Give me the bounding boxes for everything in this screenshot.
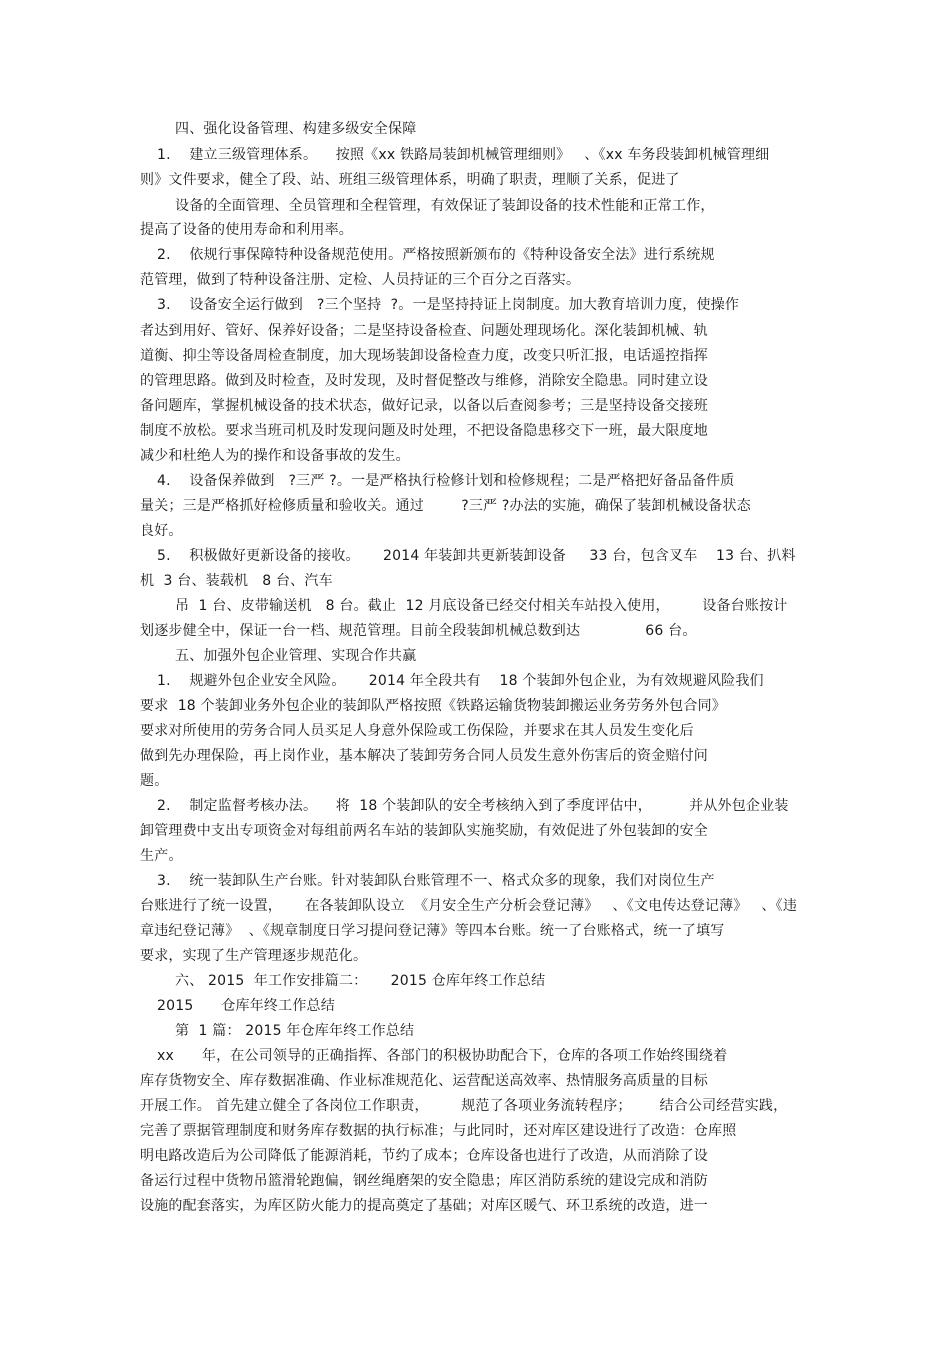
paragraph-line: 提高了设备的使用寿命和利用率。	[140, 222, 353, 238]
paragraph-line: 者达到用好、管好、保养好设备；二是坚持设备检查、问题处理现场化。深化装卸机械、轨	[140, 323, 708, 339]
paragraph-line: 2. 制定监督考核办法。 将 18 个装卸队的安全考核纳入到了季度评估中， 并从外包企业装	[157, 798, 789, 814]
paragraph-line: 备运行过程中货物吊篮滑轮跑偏，钢丝绳磨架的安全隐患；库区消防系统的建设完成和消防	[140, 1173, 708, 1189]
paragraph-line: 吊 1 台、皮带输送机 8 台。截止 12 月底设备已经交付相关车站投入使用， 设备台账按计	[175, 598, 788, 614]
paragraph-line: 做到先办理保险，再上岗作业，基本解决了装卸劳务合同人员发生意外伤害后的资金赔付问	[140, 748, 708, 764]
paragraph-line: 要求对所使用的劳务合同人员买足人身意外保险或工伤保险，并要求在其人员发生变化后	[140, 723, 694, 739]
paragraph-line: 设备的全面管理、全员管理和全程管理，有效保证了装卸设备的技术性能和正常工作，	[175, 198, 715, 214]
paragraph-line: 库存货物安全、库存数据准确、作业标准规范化、运营配送高效率、热情服务高质量的目标	[140, 1073, 708, 1089]
paragraph-line: 2. 依规行事保障特种设备规范使用。严格按照新颁布的《特种设备安全法》进行系统规	[157, 247, 715, 263]
paragraph-line: 明电路改造后为公司降低了能源消耗，节约了成本；仓库设备也进行了改造，从而消除了设	[140, 1148, 708, 1164]
paragraph-line: 台账进行了统一设置， 在各装卸队设立 《月安全生产分析会登记薄》 、《文电传达登记薄》 、《违	[140, 898, 798, 914]
paragraph-line: 1. 规避外包企业安全风险。 2014 年全段共有 18 个装卸外包企业，为有效规避风险我们	[157, 673, 764, 689]
paragraph-line: 要求 18 个装卸业务外包企业的装卸队严格按照《铁路运输货物装卸搬运业务劳务外包合同》	[140, 698, 726, 714]
paragraph-line: 道衡、抑尘等设备周检查制度，加大现场装卸设备检查力度，改变只听汇报，电话遥控指挥	[140, 348, 708, 364]
paragraph-line: 机 3 台、装载机 8 台、汽车	[140, 573, 333, 589]
paragraph-line: 卸管理费中支出专项资金对每组前两名车站的装卸队实施奖励，有效促进了外包装卸的安全	[140, 823, 708, 839]
paragraph-line: 减少和杜绝人为的操作和设备事故的发生。	[140, 448, 410, 464]
paragraph-line: 量关；三是严格抓好检修质量和验收关。通过 ?三严 ?办法的实施，确保了装卸机械设备状态	[140, 498, 751, 514]
section-heading-4: 四、强化设备管理、构建多级安全保障	[175, 121, 417, 137]
paragraph-line: 题。	[140, 773, 169, 789]
paragraph-line: 4. 设备保养做到 ?三严 ?。一是严格执行检修计划和检修规程；二是严格把好备品备件质	[157, 473, 735, 489]
paragraph-line: 则》文件要求，健全了段、站、班组三级管理体系，明确了职责，理顺了关系，促进了	[140, 172, 680, 188]
paragraph-line: 制度不放松。要求当班司机及时发现问题及时处理，不把设备隐患移交下一班，最大限度地	[140, 423, 708, 439]
paragraph-line: 划逐步健全中，保证一台一档、规范管理。目前全段装卸机械总数到达 66 台。	[140, 623, 697, 639]
paragraph-line: 完善了票据管理制度和财务库存数据的执行标准；与此同时，还对库区建设进行了改造：仓库照	[140, 1123, 737, 1139]
paragraph-line: 开展工作。 首先建立健全了各岗位工作职责， 规范了各项业务流转程序； 结合公司经营实践，	[140, 1098, 788, 1114]
paragraph-line: 设施的配套落实，为库区防火能力的提高奠定了基础；对库区暖气、环卫系统的改造，进一	[140, 1198, 708, 1214]
document-title: 2015 仓库年终工作总结	[157, 998, 335, 1014]
paragraph-line: 良好。	[140, 523, 183, 539]
paragraph-line: 生产。	[140, 848, 183, 864]
section-heading-6: 六、 2015 年工作安排篇二： 2015 仓库年终工作总结	[175, 973, 546, 989]
paragraph-line: 备问题库，掌握机械设备的技术状态，做好记录，以备以后查阅参考；三是坚持设备交接班	[140, 398, 708, 414]
paragraph-line: 章违纪登记薄》 、《规章制度日学习提问登记薄》等四本台账。统一了台账格式，统一了填写	[140, 923, 725, 939]
paragraph-line: 1. 建立三级管理体系。 按照《xx 铁路局装卸机械管理细则》 、《xx 车务段装卸机械管理细	[157, 147, 770, 163]
section-heading-5: 五、加强外包企业管理、实现合作共赢	[175, 648, 417, 664]
paragraph-line: 的管理思路。做到及时检查，及时发现，及时督促整改与维修，消除安全隐患。同时建立设	[140, 373, 708, 389]
paragraph-line: 范管理，做到了特种设备注册、定检、人员持证的三个百分之百落实。	[140, 272, 581, 288]
chapter-heading: 第 1 篇： 2015 年仓库年终工作总结	[175, 1023, 415, 1039]
paragraph-line: 5. 积极做好更新设备的接收。 2014 年装卸共更新装卸设备 33 台，包含叉车 13 台、扒料	[157, 548, 796, 564]
paragraph-line: 3. 设备安全运行做到 ?三个坚持 ?。一是坚持持证上岗制度。加大教育培训力度，使操作	[157, 297, 740, 313]
paragraph-line: xx 年，在公司领导的正确指挥、各部门的积极协助配合下，仓库的各项工作始终围绕着	[157, 1048, 728, 1064]
paragraph-line: 要求，实现了生产管理逐步规范化。	[140, 948, 368, 964]
paragraph-line: 3. 统一装卸队生产台账。针对装卸队台账管理不一、格式众多的现象，我们对岗位生产	[157, 873, 715, 889]
